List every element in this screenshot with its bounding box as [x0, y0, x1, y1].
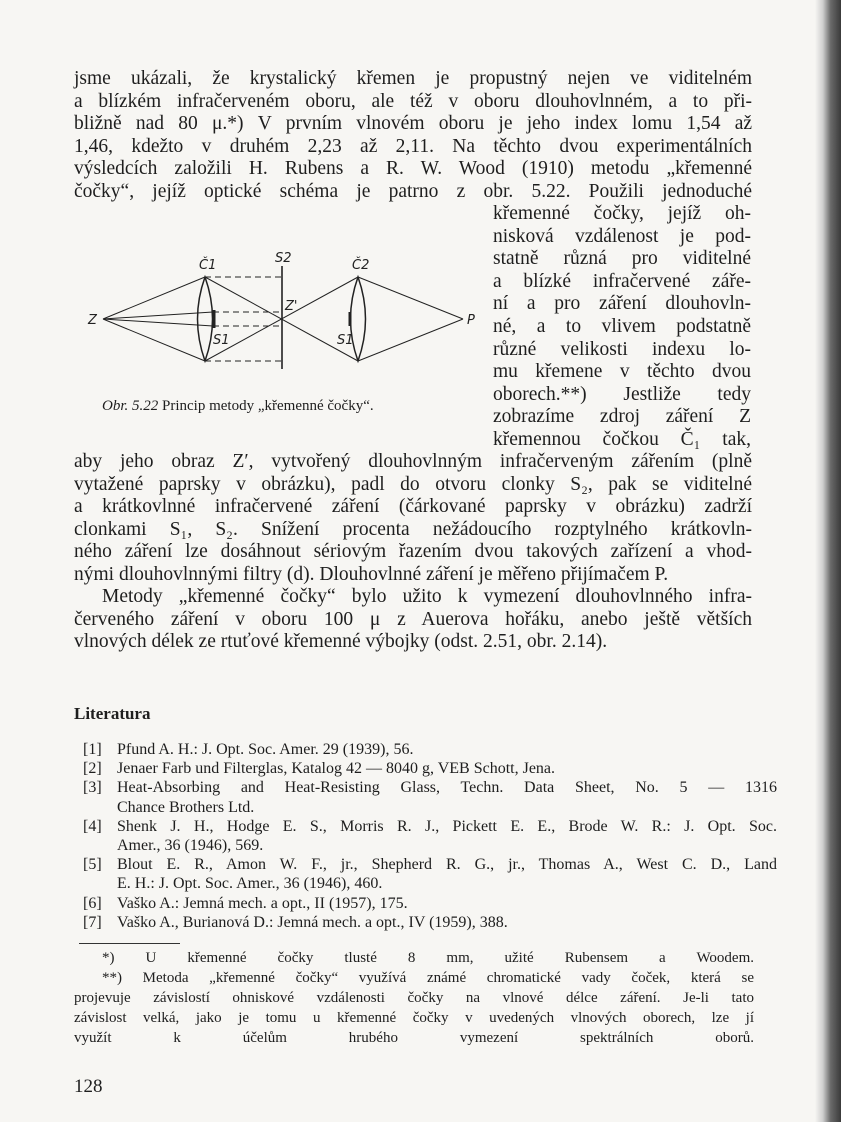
- ray: [103, 312, 213, 319]
- reference-number: [5]: [83, 856, 102, 874]
- label-c1: Č1: [199, 258, 217, 273]
- figure-5-22-diagram: [80, 240, 500, 380]
- reference-number: [4]: [83, 817, 102, 835]
- text-line: 1,46, kdežto v druhém 2,23 až 2,11. Na těchto dvou experimentálních: [74, 135, 752, 157]
- text-line: a krátkovlnné infračervené záření (čárkované paprsky v obrázku) zadrží: [74, 496, 752, 517]
- text-line: aby jeho obraz Z′, vytvořený dlouhovlnným infračerveným zářením (plně: [74, 451, 752, 472]
- reference-text: Vaško A., Burianová D.: Jemná mech. a opt., IV (1959), 388.: [117, 913, 508, 931]
- ray: [103, 319, 213, 326]
- label-s1-left: S1: [213, 333, 230, 348]
- text-line: né, a to vlivem podstatně: [493, 316, 751, 337]
- text-line: křemenné čočky, jejíž oh-: [493, 203, 751, 224]
- text-line: ného záření lze dosáhnout sériovým řazením dvou takových zařízení a vhod-: [74, 541, 752, 562]
- label-c2: Č2: [352, 258, 370, 273]
- text-line: červeného záření v oboru 100 μ z Auerova hořáku, anebo ještě větších: [74, 608, 752, 630]
- reference-number: [2]: [83, 760, 102, 778]
- text-line: čočky“, jejíž optické schéma je patrno z obr. 5.22. Použili jednoduché: [74, 180, 752, 202]
- footnote-line: využít k účelům hrubého vymezení spektrálních oborů.: [74, 1030, 754, 1046]
- reference-text: Amer., 36 (1946), 569.: [117, 837, 264, 854]
- reference-text: Vaško A.: Jemná mech. a opt., II (1957), 175.: [117, 894, 408, 912]
- text-line: vytažené paprsky v obrázku), padl do otvoru clonky S₂, pak se viditelné: [74, 473, 752, 495]
- text-line: clonkami S₁, S₂. Snížení procenta nežádoucího rozptylného krátkovln-: [74, 518, 752, 540]
- ray: [103, 319, 205, 361]
- footnote-line: *) U křemenné čočky tlusté 8 mm, užité Rubensem a Woodem.: [102, 950, 754, 966]
- text-line: vlnových délek ze rtuťové křemenné výbojky (odst. 2.51, obr. 2.14).: [74, 631, 608, 652]
- text-line: výsledcích založili H. Rubens a R. W. Wood (1910) metodu „křemenné: [74, 158, 752, 179]
- text-line: různé velikosti indexu lo-: [493, 338, 751, 360]
- reference-number: [7]: [83, 913, 102, 931]
- label-s1-right: S1: [337, 333, 354, 348]
- reference-text: Shenk J. H., Hodge E. S., Morris R. J., Pickett E. E., Brode W. R.: J. Opt. Soc.: [117, 817, 777, 835]
- reference-text: Chance Brothers Ltd.: [117, 798, 255, 816]
- reference-number: [6]: [83, 894, 102, 912]
- reference-text: Jenaer Farb und Filterglas, Katalog 42 — 8040 g, VEB Schott, Jena.: [117, 760, 556, 778]
- text-line: a blízkém infračerveném oboru, ale též v oboru dlouhovlnném, a to při-: [74, 90, 752, 112]
- text-line: bližně nad 80 μ.*) V prvním vlnovém oboru je jeho index lomu 1,54 až: [74, 113, 752, 134]
- literature-heading: Literatura: [74, 704, 151, 723]
- text-line: ní a pro záření dlouhovln-: [493, 293, 751, 315]
- label-z-prime: Z': [285, 299, 298, 314]
- ray: [358, 319, 463, 361]
- lens-c2: [351, 277, 366, 361]
- text-line: mu křemene v těchto dvou: [493, 361, 751, 383]
- figure-number: Obr. 5.22: [102, 398, 159, 414]
- text-line: jsme ukázali, že krystalický křemen je propustný nejen ve viditelném: [74, 68, 752, 89]
- text-line: oborech.**) Jestliže tedy: [493, 383, 751, 405]
- text-line: Metody „křemenné čočky“ bylo užito k vymezení dlouhovlnného infra-: [102, 586, 752, 607]
- label-s2: S2: [275, 251, 292, 266]
- reference-text: Blout E. R., Amon W. F., jr., Shepherd R. G., jr., Thomas A., West C. D., Land: [117, 856, 777, 874]
- reference-text: Pfund A. H.: J. Opt. Soc. Amer. 29 (1939), 56.: [117, 741, 414, 758]
- footnote-divider: [79, 943, 180, 944]
- label-z: Z: [88, 313, 97, 328]
- ray: [358, 277, 463, 319]
- text-line: křemennou čočkou Č₁ tak,: [493, 429, 751, 450]
- ray: [103, 277, 205, 319]
- reference-number: [1]: [83, 741, 102, 758]
- book-gutter-shadow: [815, 0, 841, 1122]
- text-line: zobrazíme zdroj záření Z: [493, 406, 751, 428]
- footnote-line: závislost velká, jako je tomu u křemenné čočky v uvedených vlnových oborech, lze jí: [74, 1010, 754, 1026]
- text-line: a blízké infračervené záře-: [493, 270, 751, 292]
- page-number: 128: [74, 1076, 103, 1097]
- reference-text: Heat-Absorbing and Heat-Resisting Glass, Techn. Data Sheet, No. 5 — 1316: [117, 779, 777, 797]
- footnote-line: **) Metoda „křemenné čočky“ využívá známé chromatické vady čoček, která se: [102, 970, 754, 986]
- reference-number: [3]: [83, 779, 102, 797]
- lens-c1: [198, 277, 213, 361]
- figure-caption-text: Princip metody „křemenné čočky“.: [158, 398, 374, 414]
- label-p: P: [467, 313, 475, 328]
- reference-text: E. H.: J. Opt. Soc. Amer., 36 (1946), 460.: [117, 875, 383, 893]
- figure-caption: [102, 398, 374, 415]
- text-line: nisková vzdálenost je pod-: [493, 225, 751, 247]
- text-line: nými dlouhovlnnými filtry (d). Dlouhovlnné záření je měřeno přijímačem P.: [74, 563, 669, 585]
- footnote-line: projevuje závislostí ohniskové vzdálenosti čočky na vlnové délce záření. Je-li tato: [74, 990, 754, 1006]
- text-line: statně různá pro viditelné: [493, 248, 751, 270]
